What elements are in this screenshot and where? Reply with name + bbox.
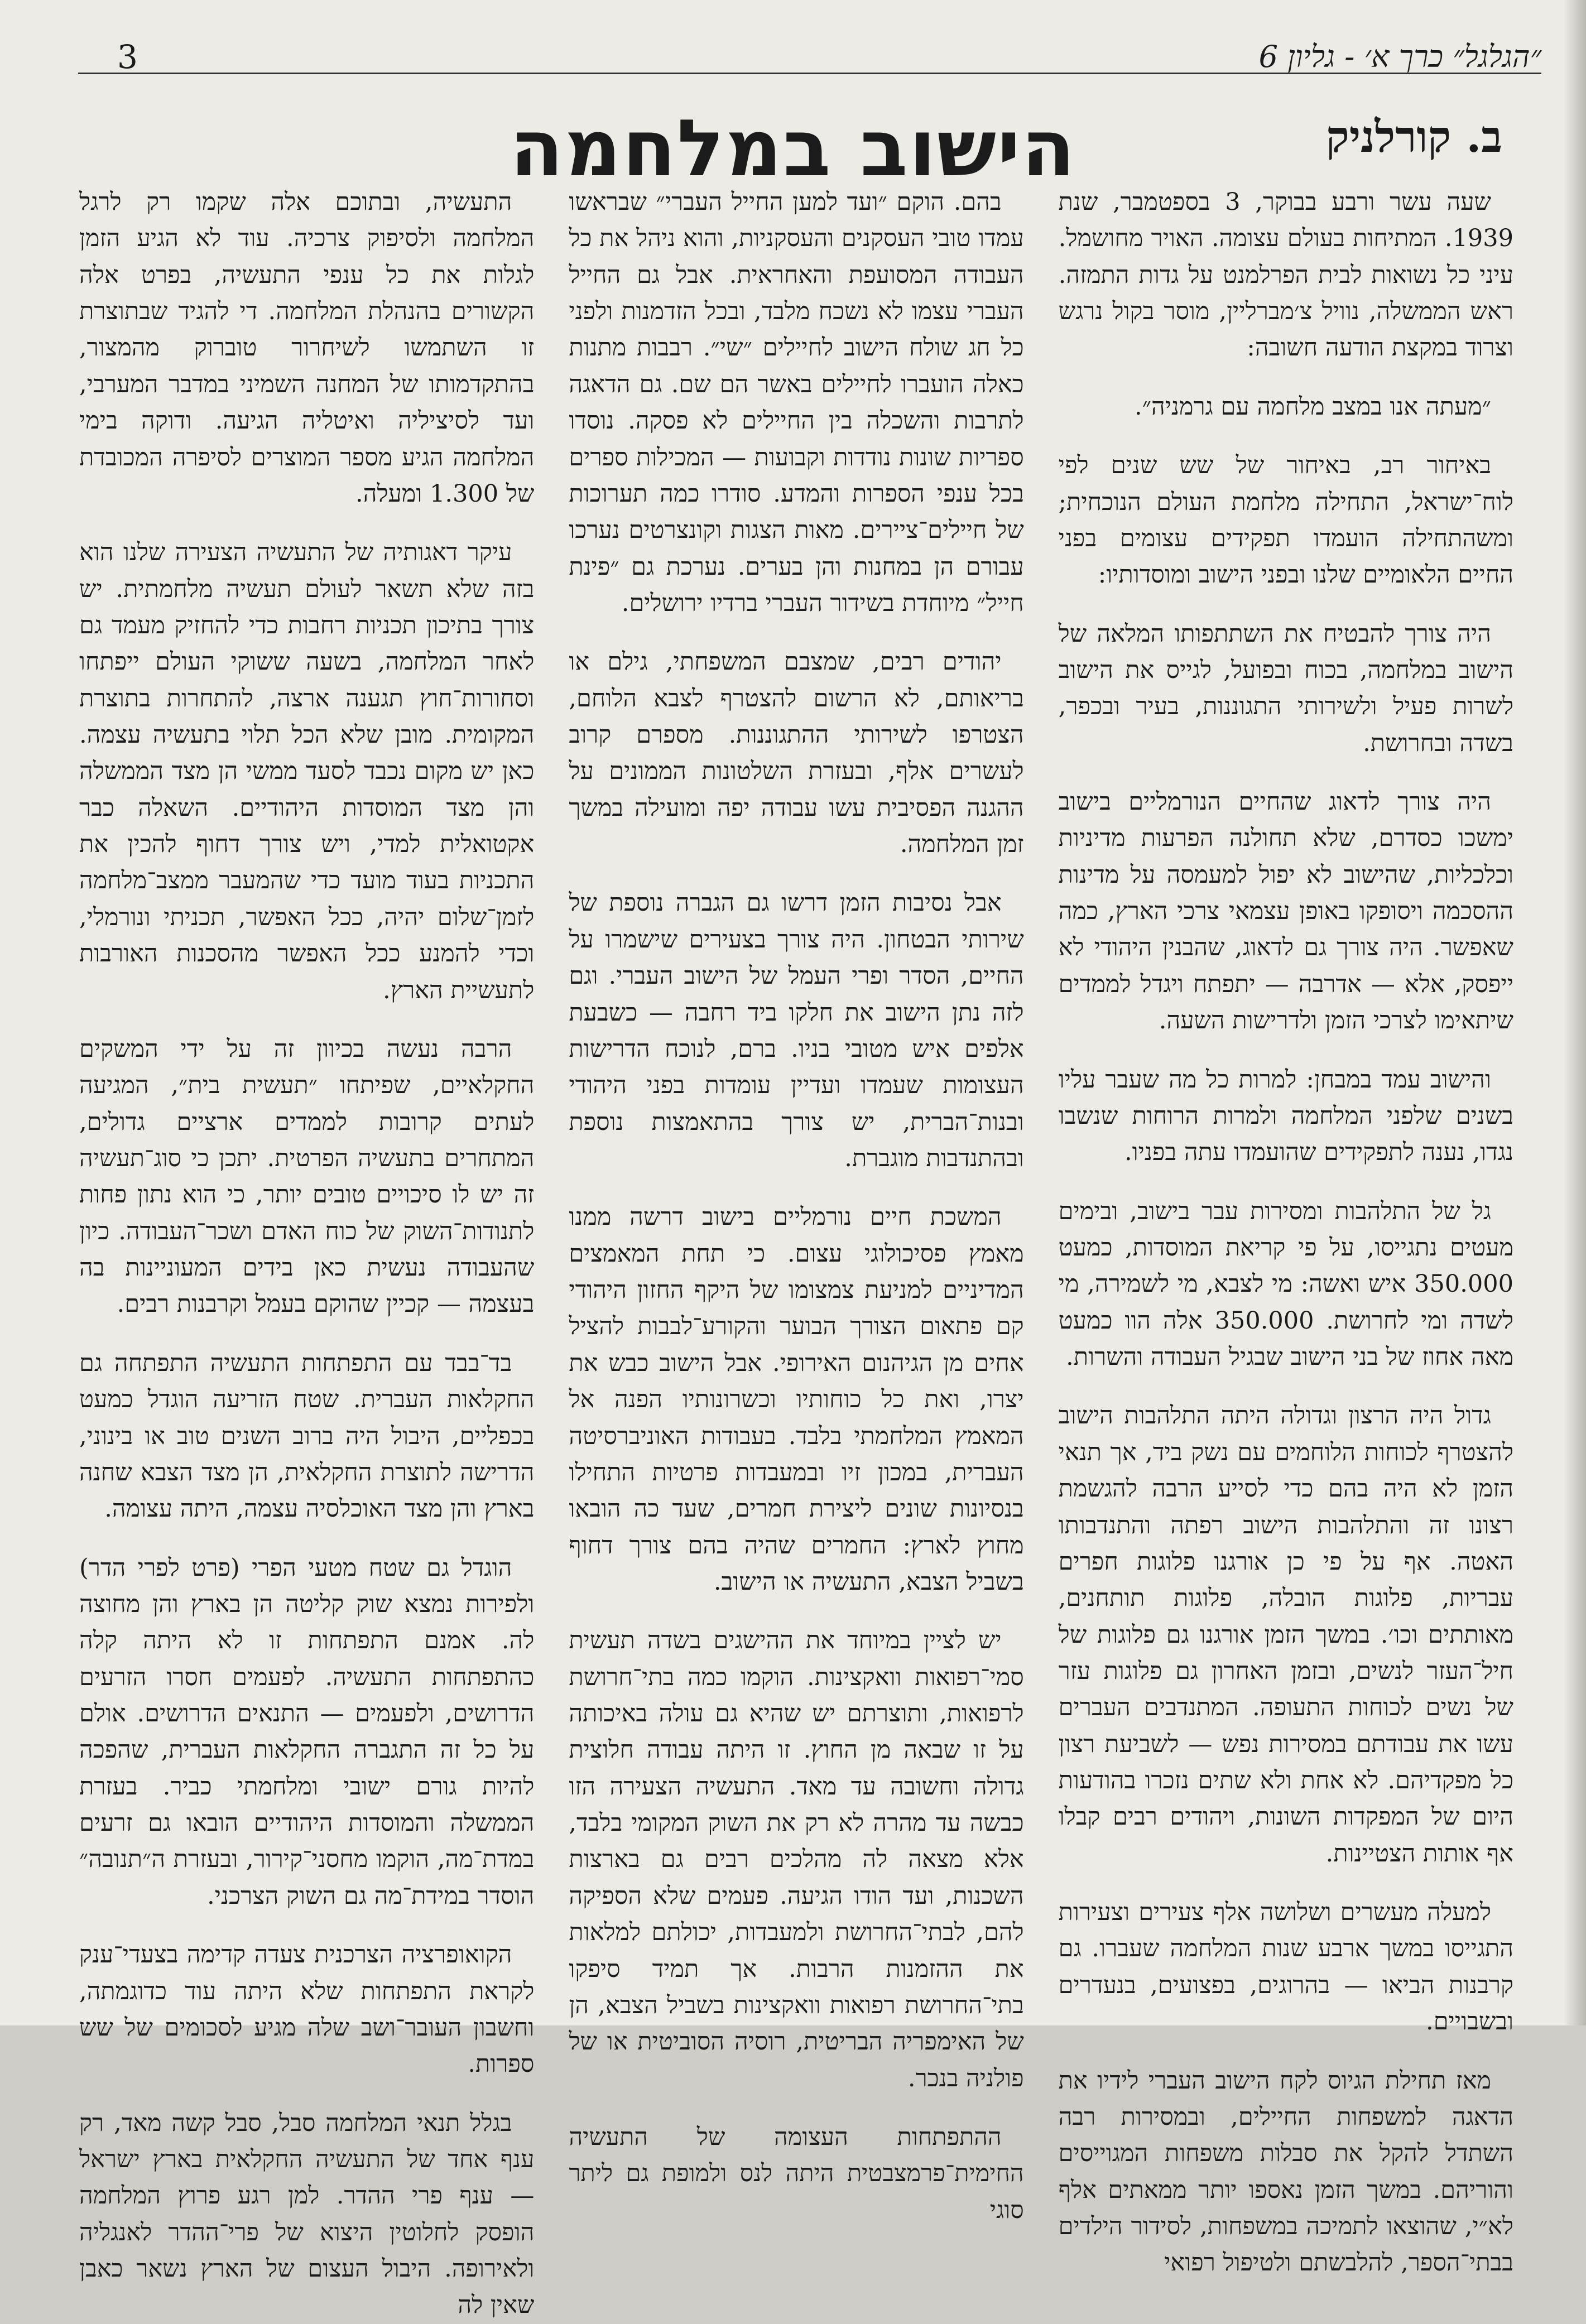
page-number: 3 (117, 38, 138, 76)
paragraph: למעלה מעשרים ושלושה אלף צעירים וצעירות התגייסו במשך ארבע שנות המלחמה שעברו. גם קרבנות הביאו — בהרוגים, בפצועים, בנעדרים ובשבויים. (1058, 1898, 1513, 2036)
paragraph: היה צורך להבטיח את השתתפותו המלאה של הישוב במלחמה, בכוח ובפועל, לגייס את הישוב לשרות פעיל ולשירותי התגוננות, בעיר ובכפר, בשדה ובחרושת. (1058, 619, 1513, 757)
page-fold-shadow (1564, 0, 1586, 2025)
paragraph: בד־בבד עם התפתחות התעשיה התפתחה גם החקלאות העברית. שטח הזריעה הוגדל כמעט בכפליים, היבול היה ברוב השנים טוב או בינוני, הדרישה לתוצרת החקלאית, הן מצד הצבא שחנה בארץ והן מצד האוכלסיה עצמה, היתה עצומה. (79, 1349, 535, 1523)
paragraph: הקואופרציה הצרכנית צעדה קדימה בצעדי־ענק לקראת התפתחות שלא היתה עוד כדוגמתה, וחשבון העובר־ושב שלה מגיע לסכומים של שש ספרות. (79, 1941, 535, 2078)
paragraph: שעה עשר ורבע בבוקר, 3 בספטמבר, שנת 1939. המתיחות בעולם עצומה. האויר מחושמל. עיני כל נשואות לבית הפרלמנט על גדות התמזה. ראש הממשלה, נוויל צ׳מברליין, מוסר בקול נרגש וצרוד במקצת הודעה חשובה: (1058, 188, 1513, 362)
paragraph: הרבה נעשה בכיוון זה על ידי המשקים החקלאיים, שפיתחו ״תעשית בית״, המגיעה לעתים קרובות לממדים ארציים גדולים, המתחרים בתעשיה הפרטית. יתכן כי סוג־תעשיה זה יש לו סיכויים טובים יותר, כי הוא נתון פחות לתנודות־השוק של כוח האדם ושכר־העבודה. כיון שהעבודה נעשית כאן בידים המעוניינות בה בעצמה — קכיין שהוקם בעמל וקרבנות רבים. (79, 1035, 535, 1319)
journal-title: ״הגלגל״ כרך א׳ - גליון 6 (1258, 39, 1541, 74)
paragraph: גל של התלהבות ומסירות עבר בישוב, ובימים מעטים נתגייסו, על פי קריאת המוסדות, כמעט 350.000 איש ואשה: מי לצבא, מי לשמירה, מי לשדה ומי לחרושת. 350.000 אלה הוו כמעט מאה אחוז של בני הישוב שבגיל העבודה והשרות. (1058, 1197, 1513, 1372)
article-title: הישוב במלחמה (510, 103, 1076, 194)
article-columns (78, 184, 1513, 2320)
paragraph: בהם. הוקם ״ועד למען החייל העברי״ שבראשו עמדו טובי העסקנים והעסקניות, והוא ניהל את כל העבודה המסועפת והאחראית. אבל גם החייל העברי עצמו לא נשכח מלבד, ובכל הזדמנות ולפני כל חג שולח הישוב לחיילים ״שי״. רבבות מתנות כאלה הועברו לחיילים באשר הם שם. גם הדאגה לתרבות והשכלה בין החיילים לא פסקה. נוסדו ספריות שונות נודדות וקבועות — המכילות ספרים בכל ענפי הספרות והמדע. סודרו כמה תערוכות של חיילים־ציירים. מאות הצגות וקונצרטים נערכו עבורם הן במחנות והן בערים. נערכת גם ״פינת חייל״ מיוחדת בשידור העברי ברדיו ירושלים. (569, 188, 1024, 617)
paragraph: גדול היה הרצון וגדולה היתה התלהבות הישוב להצטרף לכוחות הלוחמים עם נשק ביד, אך תנאי הזמן לא היה בהם כדי לסייע הרבה להגשמת רצונו זה והתלהבות הישוב רפתה והתנדבותו האטה. אף על פי כן אורגנו פלוגות חפרים עבריות, פלוגות הובלה, פלוגות תותחנים, מאותתים וכו׳. במשך הזמן אורגנו גם פלוגות של חיל־העזר לנשים, ובזמן האחרון גם פלוגות עזר של נשים לכוחות התעופה. המתנדבים העברים עשו את עבודתם במסירות נפש — לשביעת רצון כל מפקדיהם. לא אחת ולא שתים נזכרו בהודעות היום של המפקדות השונות, ויהודים רבים קבלו אף אותות הצטיינות. (1058, 1402, 1513, 1868)
paragraph: אבל נסיבות הזמן דרשו גם הגברה נוספת של שירותי הבטחון. היה צורך בצעירים שישמרו על החיים, הסדר ופרי העמל של הישוב העברי. וגם לזה נתן הישוב את חלקו ביד רחבה — כשבעת אלפים איש מטובי בניו. ברם, לנוכח הדרישות העצומות שעמדו ועדיין עומדות בפני היהודי ובנות־הברית, יש צורך בהתאמצות נוספת ובהתנדבות מוגברת. (569, 889, 1024, 1172)
paragraph: יש לציין במיוחד את ההישגים בשדה תעשית סמי־רפואות וואקצינות. הוקמו כמה בתי־חרושת לרפואות, ותוצרתם יש שהיא גם עולה באיכותה על זו שבאה מן החוץ. זו היתה עבודה חלוצית גדולה וחשובה עד מאד. התעשיה הצעירה הזו כבשה עד מהרה לא רק את השוק המקומי בלבד, אלא מצאה לה מהלכים רבים גם בארצות השכנות, ועד הודו הגיעה. פעמים שלא הספיקה להם, לבתי־החרושת ולמעבדות, יכולתם למלאות את ההזמנות הרבות. אך תמיד סיפקו בתי־החרושת רפואות וואקצינות בשביל הצבא, הן של האימפריה הבריטית, רוסיה הסוביטית או של פולניה בנכר. (569, 1627, 1024, 2092)
paragraph: התעשיה, ובתוכם אלה שקמו רק לרגל המלחמה ולסיפוק צרכיה. עוד לא הגיע הזמן לגלות את כל ענפי התעשיה, בפרט אלה הקשורים בהנהלת המלחמה. די להגיד שבתוצרת זו השתמשו לשיחרור טוברוק מהמצור, בהתקדמותו של המחנה השמיני במדבר המערבי, ועד לסיציליה ואיטליה הגיעה. ודוקה בימי המלחמה הגיע מספר המוצרים לסיפרה המכובדת של 1.300 ומעלה. (79, 188, 535, 508)
paragraph: מאז תחילת הגיוס לקח הישוב העברי לידיו את הדאגה למשפחות החיילים, ובמסירות רבה השתדל להקל את סבלות משפחות המגוייסים והוריהם. במשך הזמן נאספו יותר ממאתים אלף לא״י, שהוצאו לתמיכה במשפחות, לסידור הילדים בבתי־הספר, להלבשתם ולטיפול רפואי (1058, 2066, 1513, 2277)
article-author: ב. קורלניק (1326, 112, 1502, 162)
paragraph: המשכת חיים נורמליים בישוב דרשה ממנו מאמץ פסיכולוגי עצום. כי תחת המאמצים המדיניים למניעת צמצומו של היקף החזון היהודי קם פתאום הצורך הבוער והקורע־לבבות להציל אחים מן הגיהנום האירופי. אבל הישוב כבש את יצרו, ואת כל כוחותיו וכשרונותיו הפנה אל המאמץ המלחמתי בלבד. בעבודות האוניברסיטה העברית, במכון זיו ובמעבדות פרטיות התחילו בנסיונות שונים ליצירת חמרים, שעד כה הובאו מחוץ לארץ: החמרים שהיה בהם צורך דחוף בשביל הצבא, התעשיה או הישוב. (569, 1203, 1024, 1596)
paragraph: יהודים רבים, שמצבם המשפחתי, גילם או בריאותם, לא הרשום להצטרף לצבא הלוחם, הצטרפו לשירותי ההתגוננות. מספרם קרוב לעשרים אלף, ובעזרת השלטונות הממונים על ההגנה הפסיבית עשו עבודה יפה ומועילה במשך זמן המלחמה. (569, 648, 1024, 859)
paragraph: והישוב עמד במבחן: למרות כל מה שעבר עליו בשנים שלפני המלחמה ולמרות הרוחות שנשבו נגדו, נענה לתפקידים שהועמדו עתה בפניו. (1058, 1065, 1513, 1167)
paragraph: בגלל תנאי המלחמה סבל, סבל קשה מאד, רק ענף אחד של התעשיה החקלאית בארץ ישראל — ענף פרי ההדר. למן רגע פרוץ המלחמה הופסק לחלוטין היצוא של פרי־ההדר לאנגליה ולאירופה. היבול העצום של הארץ נשאר כאבן שאין לה (79, 2109, 535, 2320)
column-1 (1058, 184, 1513, 2277)
paragraph: ההתפתחות העצומה של התעשיה החימית־פרמצבטית היתה לנס ולמופת גם ליתר סוגי (569, 2123, 1024, 2224)
running-header (78, 22, 1541, 74)
paragraph: היה צורך לדאוג שהחיים הנורמליים בישוב ימשכו כסדרם, שלא תחולנה הפרעות מדיניות וכלכליות, שהישוב לא יפול למעמסה על מדינות ההסכמה ויסופקו באופן עצמאי צרכי הארץ, כמה שאפשר. היה צורך גם לדאוג, שהבנין היהודי לא ייפסק, אלא — אדרבה — יתפתח ויגדל לממדים שיתאימו לצרכי הזמן ולדרישות השעה. (1058, 788, 1513, 1035)
paragraph: ״מעתה אנו במצב מלחמה עם גרמניה״. (1135, 392, 1491, 421)
paragraph: באיחור רב, באיחור של שש שנים לפי לוח־ישראל, התחילה מלחמת העולם הנוכחית; ומשהתחילה הועמדו תפקידים עצומים בפני החיים הלאומיים שלנו ובפני הישוב ומוסדותיו: (1058, 451, 1513, 589)
paragraph: עיקר דאגותיה של התעשיה הצעירה שלנו הוא בזה שלא תשאר לעולם תעשיה מלחמתית. יש צורך בתיכון תכניות רחבות כדי להחזיק מעמד גם לאחר המלחמה, בשעה ששוקי העולם ייפתחו וסחורות־חוץ תגענה ארצה, להתחרות בתוצרת המקומית. מובן שלא הכל תלוי בתעשיה עצמה. כאן יש מקום נכבד לסעד ממשי הן מצד הממשלה והן מצד המוסדות היהודיים. השאלה כבר אקטואלית למדי, ויש צורך דחוף להכין את התכניות בעוד מועד כדי שהמעבר ממצב־מלחמה לזמן־שלום יהיה, ככל האפשר, תכניתי ונורמלי, וכדי להמנע ככל האפשר מהסכנות האורבות לתעשיית הארץ. (79, 538, 535, 1004)
column-2 (568, 184, 1024, 2224)
paragraph: הוגדל גם שטח מטעי הפרי (פרט לפרי הדר) ולפירות נמצא שוק קליטה הן בארץ והן מחוצה לה. אמנם התפתחות זו לא היתה קלה כהתפתחות התעשיה. לפעמים חסרו הזרעים הדרושים, ולפעמים — התנאים הדרושים. אולם על כל זה התגברה החקלאות העברית, שהפכה להיות גורם ישובי ומלחמתי כביר. בעזרת הממשלה והמוסדות היהודיים הובאו גם זרעים במדת־מה, הוקמו מחסני־קירור, ובעזרת ה״תנובה״ הוסדר במידת־מה גם השוק הצרכני. (79, 1553, 535, 1910)
column-3 (78, 184, 535, 2320)
